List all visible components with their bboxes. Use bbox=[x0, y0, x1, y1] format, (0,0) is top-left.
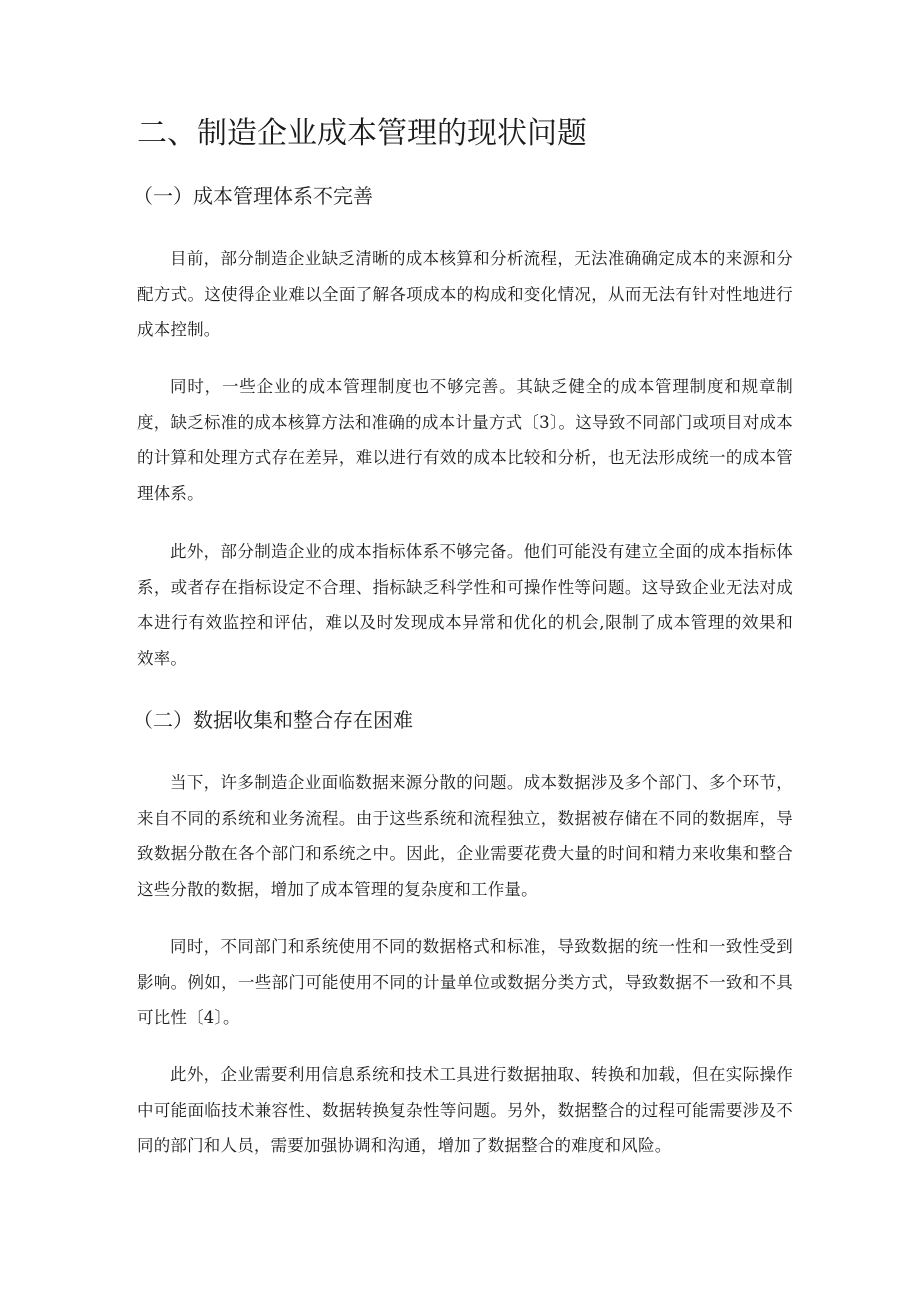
section-heading-2: （二）数据收集和整合存在困难 bbox=[133, 708, 413, 732]
paragraph-1-1: 目前，部分制造企业缺乏清晰的成本核算和分析流程，无法准确确定成本的来源和分配方式。这使得企业难以全面了解各项成本的构成和变化情况，从而无法有针对性地进行成本控制。 bbox=[137, 249, 793, 339]
page-title: 二、制造企业成本管理的现状问题 bbox=[137, 116, 587, 151]
paragraph-1-3: 此外，部分制造企业的成本指标体系不够完备。他们可能没有建立全面的成本指标体系，或者存在指标设定不合理、指标缺乏科学性和可操作性等问题。这导致企业无法对成本进行有效监控和评估，难以及时发现成本异常和优化的机会,限制了成本管理的效果和效率。 bbox=[137, 542, 793, 668]
paragraph-1-2: 同时，一些企业的成本管理制度也不够完善。其缺乏健全的成本管理制度和规章制度，缺乏标准的成本核算方法和准确的成本计量方式〔3〕。这导致不同部门或项目对成本的计算和处理方式存在差异，难以进行有效的成本比较和分析，也无法形成统一的成本管理体系。 bbox=[137, 377, 793, 503]
paragraph-2-3: 此外，企业需要利用信息系统和技术工具进行数据抽取、转换和加载，但在实际操作中可能面临技术兼容性、数据转换复杂性等问题。另外，数据整合的过程可能需要涉及不同的部门和人员，需要加强协调和沟通，增加了数据整合的难度和风险。 bbox=[137, 1065, 793, 1155]
paragraph-2-1: 当下，许多制造企业面临数据来源分散的问题。成本数据涉及多个部门、多个环节，来自不同的系统和业务流程。由于这些系统和流程独立，数据被存储在不同的数据库，导致数据分散在各个部门和系统之中。因此，企业需要花费大量的时间和精力来收集和整合这些分散的数据，增加了成本管理的复杂度和工作量。 bbox=[137, 773, 793, 899]
section-heading-1: （一）成本管理体系不完善 bbox=[133, 184, 373, 208]
paragraph-2-2: 同时，不同部门和系统使用不同的数据格式和标准，导致数据的统一性和一致性受到影响。例如，一些部门可能使用不同的计量单位或数据分类方式，导致数据不一致和不具可比性〔4〕。 bbox=[137, 937, 793, 1027]
